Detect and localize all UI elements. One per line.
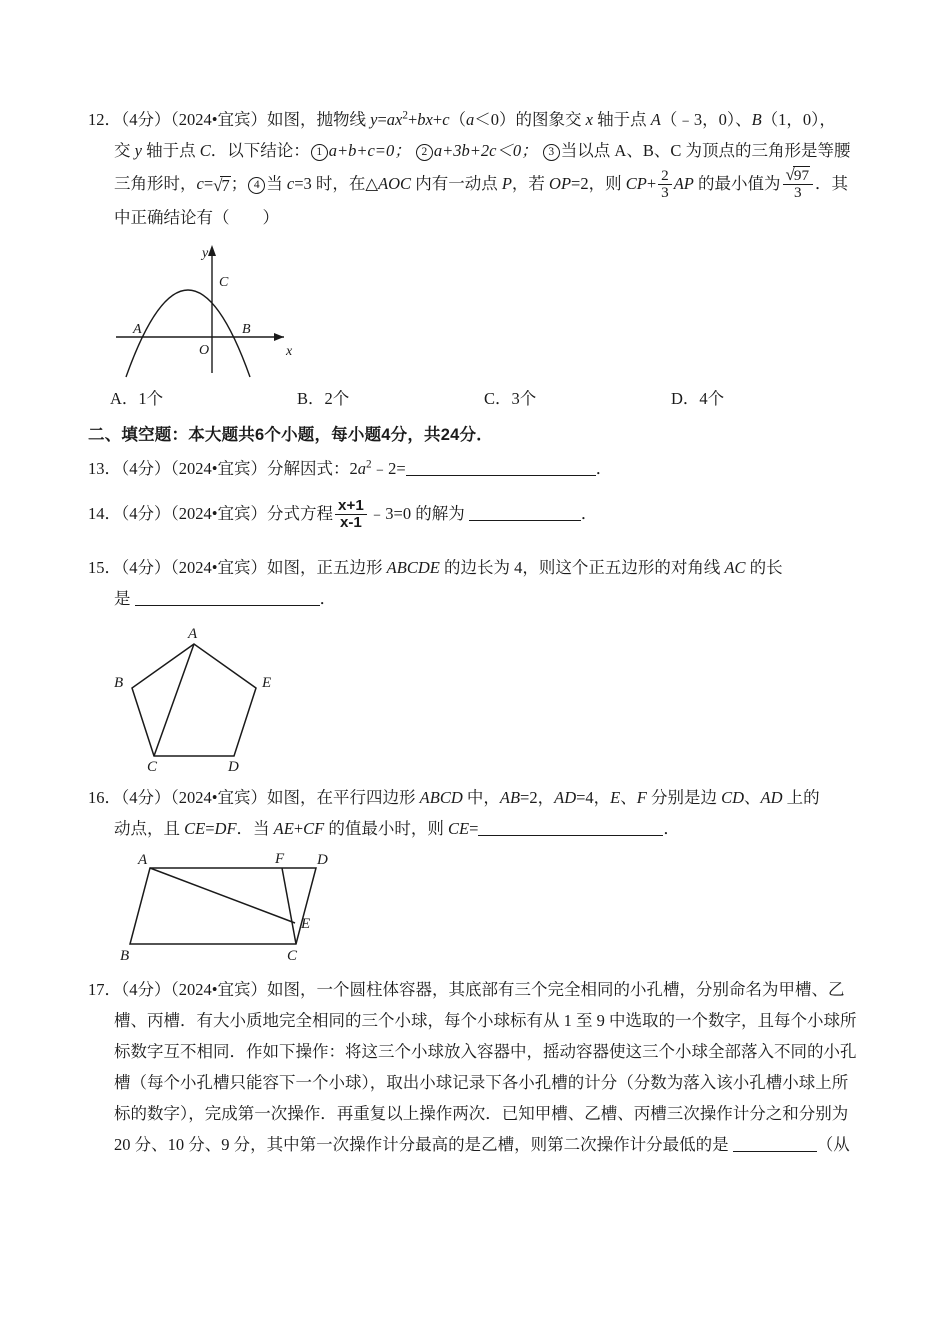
question-17 <box>88 974 878 1160</box>
question-14 <box>88 498 878 532</box>
q13-answer-blank[interactable] <box>406 461 596 476</box>
label-C: C <box>219 274 229 290</box>
q12-text-1a: 如图，抛物线 <box>267 110 371 129</box>
par-label-C: C <box>287 947 298 962</box>
par-label-A: A <box>138 851 148 868</box>
page-content <box>88 104 878 1160</box>
x-axis-arrow <box>274 333 284 341</box>
y-axis-arrow <box>208 245 216 256</box>
fraction-sqrt97-over-3: $\frac{√97}{3}$ <box>783 166 814 202</box>
q17-points: ．（4分） <box>104 979 171 999</box>
circled-4: 4 <box>248 177 265 194</box>
q17-line-4: 槽（每个小孔槽只能容下一个小球），取出小球记录下各小孔槽的计分（分数为落入该小孔槽小球上所 <box>114 1072 849 1092</box>
option-B[interactable] <box>297 385 484 409</box>
circled-3: 3 <box>543 144 560 161</box>
q12-options <box>88 385 878 409</box>
pentagon-label-A: A <box>188 625 198 642</box>
pentagon-label-D: D <box>228 758 239 772</box>
option-A-text: 1个 <box>138 388 164 408</box>
option-C-text: 3个 <box>511 388 537 408</box>
option-A-letter: A． <box>110 388 139 408</box>
q15-number: 15 <box>88 557 105 577</box>
option-B-letter: B． <box>297 388 325 408</box>
par-label-B: B <box>120 947 130 962</box>
question-16 <box>88 782 878 844</box>
q13-source: （2024•宜宾） <box>170 458 268 478</box>
pentagon-outline <box>132 644 256 756</box>
q12-number: 12 <box>88 110 105 129</box>
q16-line-2: 动点，且 CE=DF．当 AE+CF 的值最小时，则 CE= ． <box>114 818 680 838</box>
parallelogram-outline <box>130 868 316 944</box>
q17-line-6: 20 分、10 分、9 分，其中第一次操作计分最高的是乙槽，则第二次操作计分最低的是 （从 <box>114 1134 850 1154</box>
q12-line-1: 12．（4分）（2024•宜宾）如图，抛物线 $y=ax^2+bx+c(a<0)$的图象交 x 轴于点 A（﹣3，0）、B（1，0）， <box>88 109 836 129</box>
par-label-E: E <box>301 915 311 932</box>
parabola-curve <box>126 290 250 377</box>
q15-answer-blank[interactable] <box>135 591 320 606</box>
q16-line-1: 16．（4分）（2024•宜宾）如图，在平行四边形 ABCD 中，AB=2，AD=4，E、F 分别是边 CD、AD 上的 <box>88 787 820 807</box>
q17-line-1: 17．（4分）（2024•宜宾）如图，一个圆柱体容器，其底部有三个完全相同的小孔槽，分别命名为甲槽、乙 <box>88 979 845 999</box>
circled-1: 1 <box>311 144 328 161</box>
sqrt-7: √7 <box>213 176 230 196</box>
option-C[interactable] <box>484 385 671 409</box>
option-A[interactable] <box>110 385 297 409</box>
section-2-heading: 二、填空题：本大题共6个小题，每小题4分，共24分． <box>88 425 493 444</box>
pentagon-label-E: E <box>262 674 272 691</box>
parallelogram-svg <box>110 850 340 962</box>
question-13 <box>88 453 878 484</box>
fraction-two-thirds: $\frac{2}{3}$ <box>658 168 672 202</box>
question-15 <box>88 552 878 614</box>
sqrt-97: √97 <box>785 165 810 184</box>
fraction-x-plus-1-over-x-minus-1: $\frac{x+1}{x-1}$ <box>335 498 367 532</box>
q17-number: 17 <box>88 979 105 999</box>
q14-answer-blank[interactable] <box>469 506 581 521</box>
segment-FC <box>282 868 296 944</box>
q14-line-1: 14．（4分）（2024•宜宾）分式方程 $\frac{x+1}{x-1}$ ﹣3=0 的解为 ． <box>88 496 598 532</box>
par-label-F: F <box>275 850 285 867</box>
q17-line-2: 槽、丙槽．有大小质地完全相同的三个小球，每个小球标有从 1 至 9 中选取的一个数字，且每个小球所 <box>114 1010 857 1030</box>
pentagon-label-C: C <box>147 758 158 772</box>
q16-number: 16 <box>88 787 105 807</box>
label-O: O <box>199 342 210 358</box>
q12-figure-parabola <box>106 237 878 379</box>
parabola-graph-svg <box>106 237 306 379</box>
q13-number: 13 <box>88 458 105 478</box>
q15-figure-pentagon <box>110 620 878 772</box>
q15-line-1: 15．（4分）（2024•宜宾）如图，正五边形 ABCDE 的边长为 4，则这个正五边形的对角线 AC 的长 <box>88 557 783 577</box>
q15-source: （2024•宜宾） <box>170 557 268 577</box>
label-x: x <box>286 343 293 359</box>
q12-line-3: 三角形时，c=√7； 4 当 c=3 时，在△AOC 内有一动点 P，若 OP=2，则 CP+ $\frac{2}{3}$ AP 的最小值为 $\frac{√97}{3}$ ．其 <box>114 165 849 202</box>
q13-points: ．（4分） <box>104 458 171 478</box>
diagonal-AC <box>154 644 194 756</box>
q16-figure-parallelogram <box>110 850 878 962</box>
q16-answer-blank[interactable] <box>478 821 663 836</box>
q17-source: （2024•宜宾） <box>170 979 268 999</box>
option-D-letter: D． <box>671 388 700 408</box>
q14-points: ．（4分） <box>104 503 171 523</box>
q12-line-4: 中正确结论有（ ） <box>114 207 279 227</box>
q17-line-3: 标数字互不相同．作如下操作：将这三个小球放入容器中，摇动容器使这三个小球全部落入不同的小孔 <box>114 1041 857 1061</box>
circled-2: 2 <box>416 144 433 161</box>
q14-source: （2024•宜宾） <box>170 503 268 523</box>
label-y: y <box>202 245 209 261</box>
segment-AE <box>150 868 295 923</box>
q15-points: ．（4分） <box>104 557 171 577</box>
q14-number: 14 <box>88 503 105 523</box>
q17-answer-blank[interactable] <box>733 1137 817 1152</box>
pentagon-svg <box>110 620 286 772</box>
par-label-D: D <box>317 851 328 868</box>
option-C-letter: C． <box>484 388 512 408</box>
label-B: B <box>242 321 251 337</box>
question-12 <box>88 104 878 233</box>
option-D[interactable] <box>671 385 858 409</box>
q17-line-5: 标的数字），完成第一次操作．再重复以上操作两次．已知甲槽、乙槽、丙槽三次操作计分之和分别为 <box>114 1103 849 1123</box>
q15-line-2: 是 ． <box>114 588 337 608</box>
q12-points: （4分） <box>121 110 171 129</box>
label-A: A <box>133 321 142 337</box>
option-B-text: 2个 <box>324 388 350 408</box>
pentagon-label-B: B <box>114 674 124 691</box>
option-D-text: 4个 <box>699 388 725 408</box>
q12-source: （2024•宜宾） <box>170 110 268 129</box>
q16-points: ．（4分） <box>104 787 171 807</box>
q13-line-1: 13．（4分）（2024•宜宾）分解因式：$2a^2﹣2=$ ． <box>88 458 613 478</box>
q16-source: （2024•宜宾） <box>170 787 268 807</box>
q12-line-2: 交 y 轴于点 C．以下结论： 1 a+b+c=0； 2 a+3b+2c＜0； 3 当以点 A、B、C 为顶点的三角形是等腰 <box>114 141 851 160</box>
